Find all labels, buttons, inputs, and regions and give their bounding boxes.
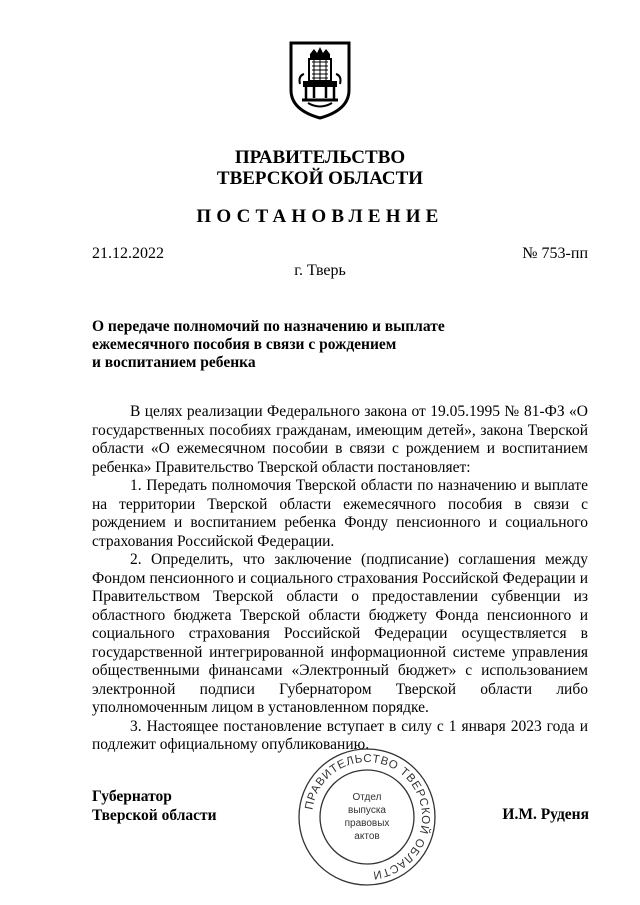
document-date: 21.12.2022 bbox=[92, 245, 164, 262]
stamp-ring-text: ПРАВИТЕЛЬСТВО ТВЕРСКОЙ ОБЛАСТИ bbox=[303, 752, 432, 881]
subject-line: О передаче полномочий по назначению и выплате bbox=[92, 318, 445, 335]
document-subject bbox=[92, 318, 472, 372]
organization-name-line2: ТВЕРСКОЙ ОБЛАСТИ bbox=[216, 168, 424, 189]
subject-line: ежемесячного пособия в связи с рождением bbox=[92, 336, 397, 353]
organization-name-line1: ПРАВИТЕЛЬСТВО bbox=[234, 147, 406, 168]
document-body bbox=[92, 403, 588, 755]
document-number: № 753-пп bbox=[522, 245, 588, 262]
stamp-line: Отдел bbox=[352, 792, 382, 803]
signatory-name: И.М. Руденя bbox=[502, 806, 589, 823]
item-paragraph-2: 2. Определить, что заключение (подписание) соглашения между Фондом пенсионного и социального страхования Российской Федерации и Правительством Тверской области о предоставлении субвенции из областного бюджета Тверской области бюджету Фонда пенсионного и социального страхования Российской Федерации осуществляется в государственной интегрированной информационной системе управления общественными финансами «Электронный бюджет» с использованием электронной подписи Губернатором Тверской области либо уполномоченным лицом в установленном порядке. bbox=[92, 551, 588, 716]
stamp-line: правовых bbox=[344, 818, 390, 829]
document-type-title: ПОСТАНОВЛЕНИЕ bbox=[196, 206, 444, 227]
stamp-line: актов bbox=[354, 831, 380, 842]
signatory-title-line1: Губернатор bbox=[92, 788, 172, 805]
signatory-title-line2: Тверской области bbox=[92, 807, 217, 824]
signatory-title bbox=[92, 787, 217, 825]
stamp-line: выпуска bbox=[348, 805, 386, 816]
subject-line: и воспитанием ребенка bbox=[92, 354, 256, 371]
item-paragraph-1: 1. Передать полномочия Тверской области по назначению и выплате на территории Тверской области ежемесячного пособия в связи с рождением и воспитанием ребенка Фонду пенсионного и социального страхования Российской Федерации. bbox=[92, 477, 588, 550]
preamble-paragraph: В целях реализации Федерального закона от 19.05.1995 № 81-ФЗ «О государственных пособиях гражданам, имеющим детей», закона Тверской области «О ежемесячном пособии в связи с рождением и воспитанием ребенка» Правительство Тверской области постановляет: bbox=[92, 403, 588, 476]
document-city: г. Тверь bbox=[294, 262, 346, 279]
item-paragraph-3: 3. Настоящее постановление вступает в силу с 1 января 2023 года и подлежит официальному опубликованию. bbox=[92, 717, 588, 753]
official-stamp bbox=[296, 746, 438, 888]
coat-of-arms-icon bbox=[288, 40, 352, 120]
